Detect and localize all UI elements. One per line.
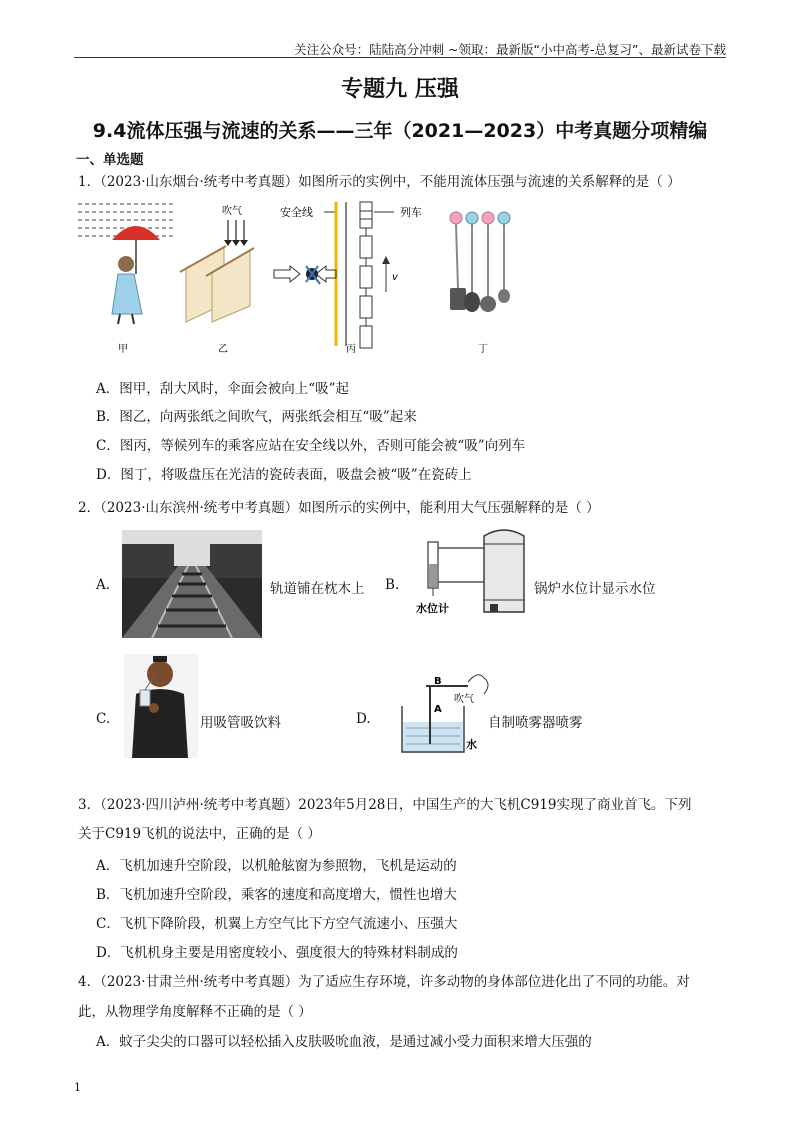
boiler-water-gauge-figure [412,524,532,620]
homemade-sprayer-figure [380,656,496,758]
railway-track-photo [122,530,262,638]
question-1-option-c: C．图丙，等候列车的乘客应站在安全线以外，否则可能会被“吸”向列车 [96,438,526,454]
page-header-text: 关注公众号：陆陆高分冲刺 ~领取：最新版“小中高考-总复习”、最新试卷下载 [294,42,726,57]
boy-drinking-straw-photo [124,654,198,758]
question-3-option-d: D．飞机机身主要是用密度较小、强度很大的特殊材料制成的 [96,945,458,961]
svg-text:水: 水 [466,738,477,751]
question-3-stem-line-1: 3．（2023·四川泸州·统考中考真题）2023年5月28日，中国生产的大飞机C919实现了商业首飞。下列 [78,797,692,813]
figure-jia-umbrella-girl [78,204,174,324]
question-2-option-a-letter: A. [96,577,111,593]
page-number: 1 [74,1081,81,1094]
caption-bing: 丙 [346,344,356,355]
header-divider [74,57,726,58]
svg-text:水位计: 水位计 [416,602,449,615]
caption-ding: 丁 [478,344,488,355]
question-2-option-b-letter: B. [385,577,400,593]
svg-text:安全线: 安全线 [280,206,313,219]
document-title: 专题九 压强 [341,77,459,102]
question-1-option-d: D．图丁，将吸盘压在光洁的瓷砖表面，吸盘会被“吸”在瓷砖上 [96,467,472,483]
svg-text:A: A [434,704,442,715]
question-1-option-a: A．图甲，刮大风时，伞面会被向上“吸”起 [96,381,350,397]
svg-text:吹气: 吹气 [222,206,242,217]
question-2-option-b-text: 锅炉水位计显示水位 [534,581,656,597]
question-3-option-a: A．飞机加速升空阶段，以机舱舷窗为参照物，飞机是运动的 [96,858,457,874]
question-3-option-b: B．飞机加速升空阶段，乘客的速度和高度增大，惯性也增大 [96,887,457,903]
figure-ding-suction-hooks [450,212,510,312]
question-2-option-d-letter: D. [356,711,371,727]
question-2-option-c-text: 用吸管吸饮料 [200,715,281,731]
question-3-stem-line-2: 关于C919飞机的说法中，正确的是（ ） [78,826,321,842]
document-subtitle: 9.4流体压强与流速的关系——三年（2021—2023）中考真题分项精编 [92,120,708,142]
question-1-stem: 1．（2023·山东烟台·统考中考真题）如图所示的实例中，不能用流体压强与流速的关系解释的是（ ） [78,174,681,190]
svg-text:B: B [434,676,442,687]
question-1-figure [74,196,654,361]
svg-text:吹气: 吹气 [454,694,474,705]
question-1-option-b: B．图乙，向两张纸之间吹气，两张纸会相互“吸”起来 [96,409,417,425]
question-2-option-a-text: 轨道铺在枕木上 [270,581,365,597]
question-3-option-c: C．飞机下降阶段，机翼上方空气比下方空气流速小、压强大 [96,916,458,932]
figure-yi-two-papers [180,204,254,322]
section-heading: 一、单选题 [76,152,144,168]
question-4-option-a: A．蚊子尖尖的口器可以轻松插入皮肤吸吮血液，是通过减小受力面积来增大压强的 [96,1034,592,1050]
caption-yi: 乙 [218,344,228,355]
caption-jia: 甲 [118,344,128,355]
svg-text:列车: 列车 [400,206,422,219]
svg-text:v: v [392,272,398,283]
question-4-stem-line-1: 4．（2023·甘肃兰州·统考中考真题）为了适应生存环境，许多动物的身体部位进化出了不同的功能。对 [78,974,690,990]
figure-bing-safety-line [274,202,422,348]
question-4-stem-line-2: 此，从物理学角度解释不正确的是（ ） [78,1004,312,1020]
question-2-option-c-letter: C. [96,711,111,727]
question-2-stem: 2．（2023·山东滨州·统考中考真题）如图所示的实例中，能利用大气压强解释的是（ ） [78,500,600,516]
question-2-option-d-text: 自制喷雾器喷雾 [488,715,583,731]
